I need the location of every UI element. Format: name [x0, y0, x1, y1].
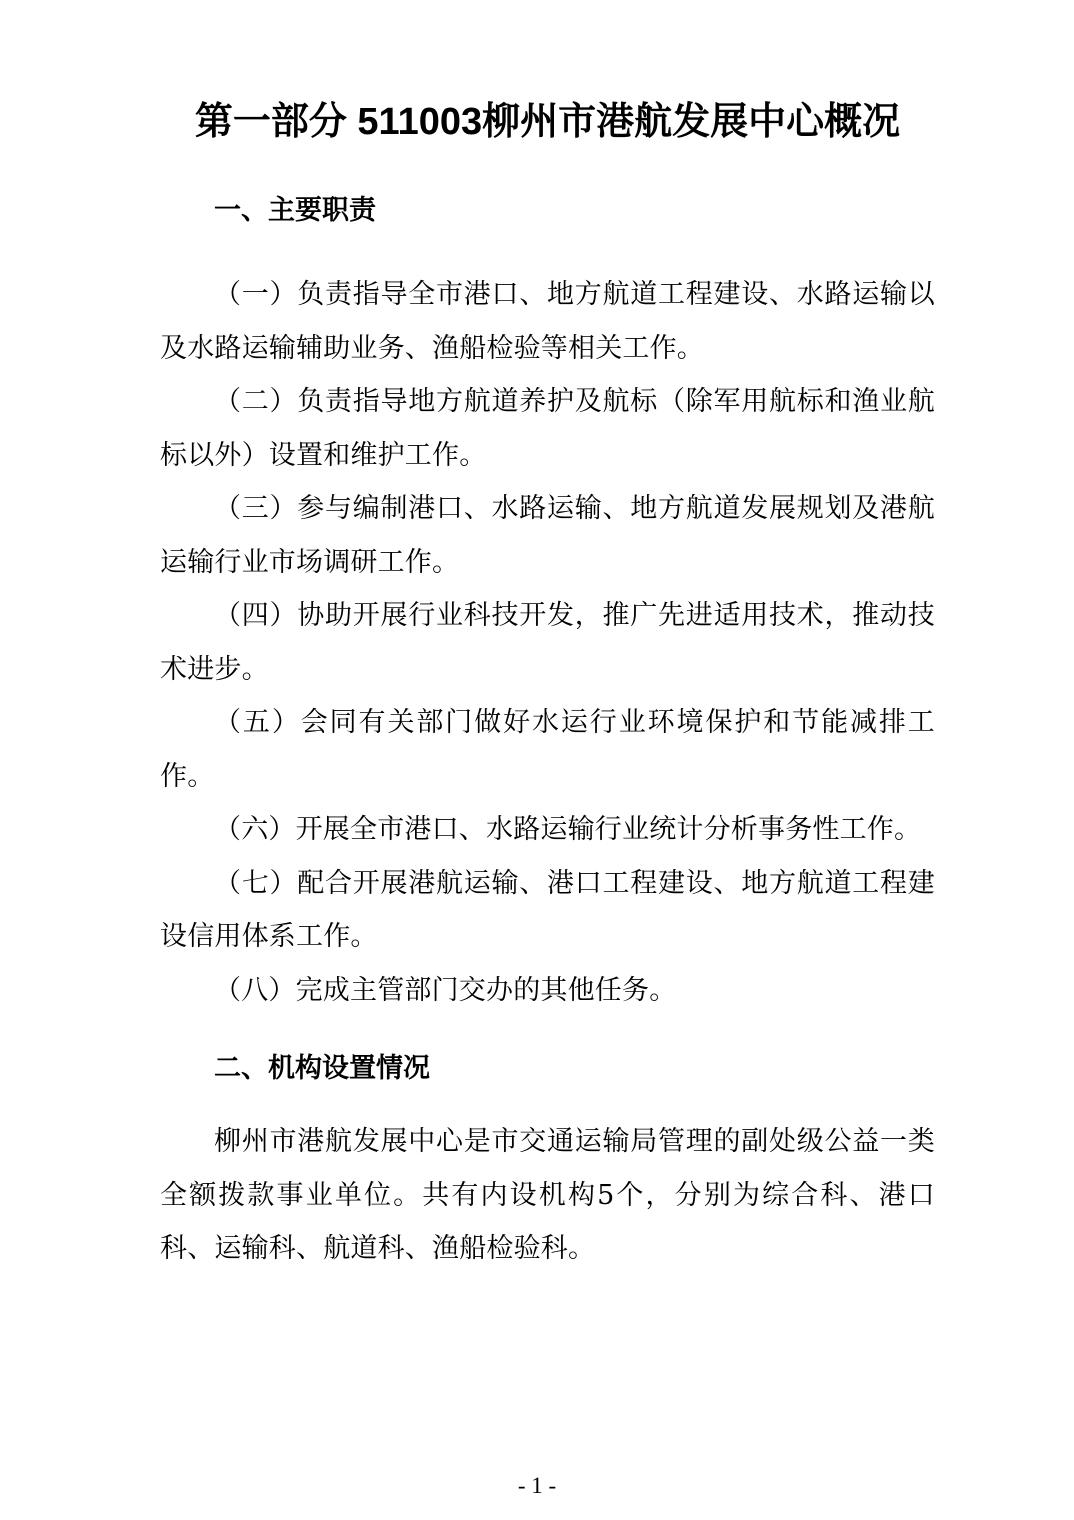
page-footer [0, 1472, 1074, 1500]
section-2-body [160, 1115, 935, 1276]
duty-paragraph-1: （一）负责指导全市港口、地方航道工程建设、水路运输以及水路运输辅助业务、渔船检验等相关工作。 [160, 279, 935, 364]
section-1-heading: 一、主要职责 [214, 195, 376, 225]
duty-paragraph-4: （四）协助开展行业科技开发，推广先进适用技术，推动技术进步。 [160, 600, 935, 685]
section-2-heading: 二、机构设置情况 [214, 1053, 430, 1083]
page-title: 第一部分 511003柳州市港航发展中心概况 [194, 101, 901, 143]
duty-paragraph-6: （六）开展全市港口、水路运输行业统计分析事务性工作。 [214, 814, 922, 845]
document-content [0, 96, 1074, 1276]
organization-paragraph: 柳州市港航发展中心是市交通运输局管理的副处级公益一类全额拨款事业单位。共有内设机构5个，分别为综合科、港口科、运输科、航道科、渔船检验科。 [160, 1126, 935, 1264]
duty-paragraph-3: （三）参与编制港口、水路运输、地方航道发展规划及港航运输行业市场调研工作。 [160, 493, 935, 578]
duty-paragraph-5: （五）会同有关部门做好水运行业环境保护和节能减排工作。 [160, 707, 935, 792]
page-number: - 1 - [517, 1473, 557, 1498]
duty-paragraph-8: （八）完成主管部门交办的其他任务。 [214, 974, 677, 1006]
duty-paragraph-2: （二）负责指导地方航道养护及航标（除军用航标和渔业航标以外）设置和维护工作。 [160, 386, 935, 471]
section-1-body [160, 268, 935, 1017]
duty-paragraph-7: （七）配合开展港航运输、港口工程建设、地方航道工程建设信用体系工作。 [160, 867, 935, 952]
